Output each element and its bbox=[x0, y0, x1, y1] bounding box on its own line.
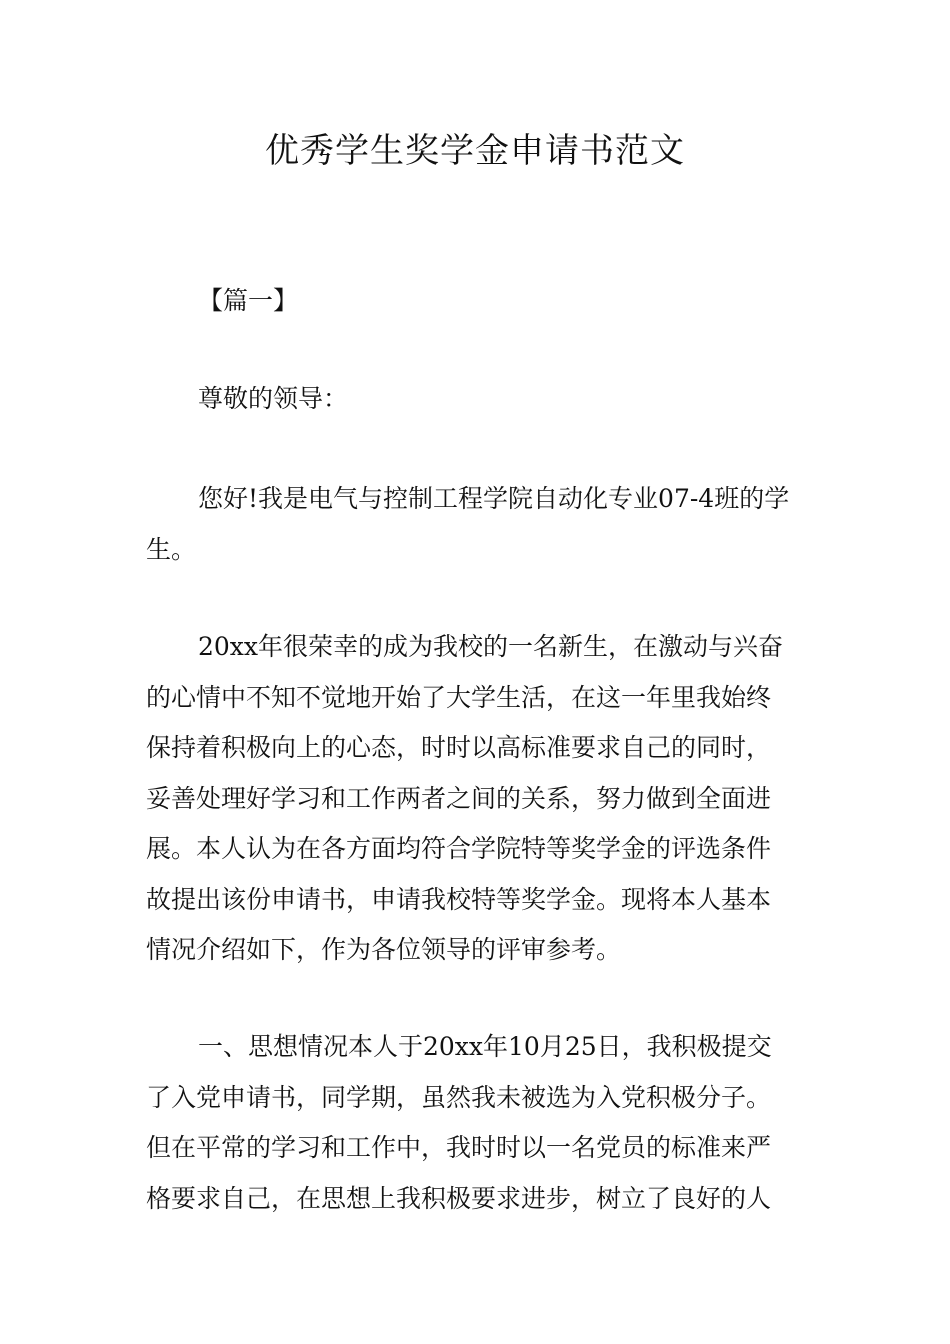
paragraph-line: 的心情中不知不觉地开始了大学生活，在这一年里我始终 bbox=[146, 682, 772, 712]
section-label: 【篇一】 bbox=[198, 286, 299, 315]
paragraph-2 bbox=[146, 622, 808, 976]
paragraph-line: 妥善处理好学习和工作两者之间的关系，努力做到全面进 bbox=[146, 783, 772, 813]
paragraph-line: 格要求自己，在思想上我积极要求进步，树立了良好的人 bbox=[146, 1183, 772, 1213]
paragraph-line: 故提出该份申请书，申请我校特等奖学金。现将本人基本 bbox=[146, 884, 772, 914]
paragraph-line: 但在平常的学习和工作中，我时时以一名党员的标准来严 bbox=[146, 1133, 772, 1162]
paragraph-1 bbox=[146, 474, 808, 575]
paragraph-line: 保持着积极向上的心态，时时以高标准要求自己的同时， bbox=[146, 733, 772, 762]
paragraph-line: 了入党申请书，同学期，虽然我未被选为入党积极分子。 bbox=[146, 1082, 772, 1112]
paragraph-line: 20xx年很荣幸的成为我校的一名新生，在激动与兴奋 bbox=[198, 632, 784, 661]
paragraph-line: 一、思想情况本人于20xx年10月25日，我积极提交 bbox=[198, 1032, 772, 1061]
paragraph-line: 展。本人认为在各方面均符合学院特等奖学金的评选条件 bbox=[146, 834, 772, 863]
paragraph-line: 情况介绍如下，作为各位领导的评审参考。 bbox=[146, 935, 622, 964]
salutation: 尊敬的领导： bbox=[198, 384, 349, 413]
paragraph-line: 您好!我是电气与控制工程学院自动化专业07-4班的学 bbox=[198, 484, 790, 513]
document-title: 优秀学生奖学金申请书范文 bbox=[265, 131, 685, 171]
paragraph-3 bbox=[146, 1022, 808, 1224]
paragraph-line: 生。 bbox=[146, 534, 197, 564]
